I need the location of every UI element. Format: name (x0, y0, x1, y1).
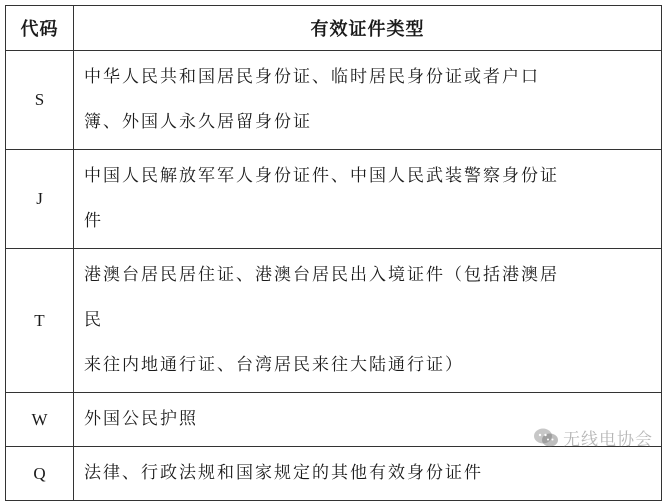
row-code: W (6, 393, 74, 447)
row-description (74, 249, 662, 393)
description-line: 法律、行政法规和国家规定的其他有效身份证件 (84, 463, 483, 483)
description-line: 外国公民护照 (84, 409, 198, 429)
row-code: J (6, 150, 74, 249)
description-line: 中国人民解放军军人身份证件、中国人民武装警察身份证 (84, 166, 559, 186)
description-line: 来往内地通行证、台湾居民来往大陆通行证） (84, 355, 464, 375)
watermark-text: 无线电协会 (563, 430, 653, 450)
row-description (74, 393, 662, 447)
table-row (6, 393, 662, 447)
row-code: S (6, 51, 74, 150)
header-document-type: 有效证件类型 (74, 6, 662, 51)
description-line: 中华人民共和国居民身份证、临时居民身份证或者户口 (84, 67, 540, 87)
description-line: 件 (84, 211, 103, 231)
row-code: T (6, 249, 74, 393)
description-line: 港澳台居民居住证、港澳台居民出入境证件（包括港澳居 (84, 265, 559, 285)
description-line: 簿、外国人永久居留身份证 (84, 112, 312, 132)
description-line: 民 (84, 310, 103, 330)
row-code: Q (6, 447, 74, 501)
table-row (6, 249, 662, 393)
header-code: 代码 (6, 6, 74, 51)
row-description (74, 51, 662, 150)
row-description (74, 150, 662, 249)
row-description (74, 447, 662, 501)
table-header-row (6, 6, 662, 51)
id-document-types-table (5, 5, 662, 501)
table-row (6, 447, 662, 501)
table-row (6, 150, 662, 249)
table-row (6, 51, 662, 150)
